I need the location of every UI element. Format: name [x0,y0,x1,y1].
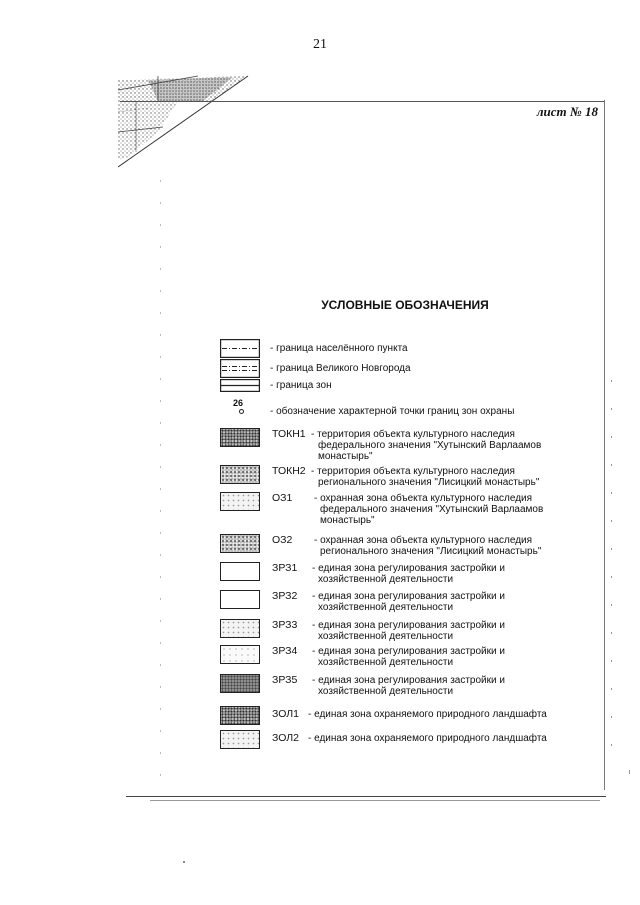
zone-description-line: монастырь" [318,451,373,462]
zrz5-pattern-swatch [220,674,260,693]
map-fragment [118,72,258,172]
zol1-pattern-swatch [220,706,260,725]
frame-right-line [604,100,605,790]
frame-top-line [120,101,605,102]
zone-code: ТОКН1 [272,428,306,440]
zone-description-line: регионального значения "Лисицкий монастырь" [318,477,540,488]
scan-mark [629,770,630,774]
zone-code: ЗРЗ2 [272,590,298,602]
zone-description-line: хозяйственной деятельности [318,686,454,697]
zone-description-line: - территория объекта культурного наследия [311,466,515,477]
point-item-text: - обозначение характерной точки границ зон охраны [270,406,515,417]
frame-bottom-line-inner [150,800,600,801]
zone-code: ТОКН2 [272,465,306,477]
point-marker-icon [239,409,244,414]
zone-description-line: - охранная зона объекта культурного наследия [314,535,533,546]
zone-description-line: - единая зона регулирования застройки и [312,675,505,686]
scan-dots-left [160,180,161,780]
zone-description-line: хозяйственной деятельности [318,574,454,585]
zone-description-line: хозяйственной деятельности [318,631,454,642]
settlement-boundary-symbol [220,339,260,358]
city-boundary-symbol [220,359,260,378]
zrz4-pattern-swatch [220,645,260,664]
zone-boundary-symbol [220,379,260,392]
zone-description-line: - единая зона охраняемого природного ландшафта [308,709,547,720]
zone-description-line: регионального значения "Лисицкий монастырь" [320,546,542,557]
tokn1-pattern-swatch [220,428,260,447]
zone-code: ОЗ2 [272,534,293,546]
zone-description-line: федерального значения "Хутынский Варлаамов [320,504,544,515]
zone-description-line: - единая зона охраняемого природного ландшафта [308,733,547,744]
legend-item-text: - граница населённого пункта [270,343,408,354]
zone-code: ЗРЗ3 [272,619,298,631]
sheet-label: лист № 18 [536,104,598,119]
tokn2-pattern-swatch [220,465,260,484]
zone-description-line: - единая зона регулирования застройки и [312,620,505,631]
zone-description-line: хозяйственной деятельности [318,657,454,668]
zone-description-line: - территория объекта культурного наследия [311,429,515,440]
zone-description-line: - охранная зона объекта культурного наследия [314,493,533,504]
zrz3-pattern-swatch [220,619,260,638]
scan-mark [183,861,185,863]
zone-code: ЗРЗ4 [272,645,298,657]
legend-item-text: - граница Великого Новгорода [270,363,411,374]
zone-code: ЗОЛ2 [272,732,300,744]
frame-bottom-line [126,796,606,797]
zone-description-line: - единая зона регулирования застройки и [312,563,505,574]
zone-code: ОЗ1 [272,492,293,504]
zol2-pattern-swatch [220,730,260,749]
oz2-pattern-swatch [220,534,260,553]
point-number-example: 26 [233,398,244,408]
legend-title: УСЛОВНЫЕ ОБОЗНАЧЕНИЯ [321,298,489,312]
zone-code: ЗРЗ5 [272,674,298,686]
zrz2-pattern-swatch [220,590,260,609]
zone-description-line: монастырь" [320,515,375,526]
zone-description-line: - единая зона регулирования застройки и [312,646,505,657]
scan-dots-right [611,380,612,760]
zone-description-line: хозяйственной деятельности [318,602,454,613]
page-number: 21 [313,37,327,52]
legend-item-text: - граница зон [270,380,332,391]
zrz1-pattern-swatch [220,562,260,581]
zone-code: ЗОЛ1 [272,708,300,720]
zone-code: ЗРЗ1 [272,562,298,574]
oz1-pattern-swatch [220,492,260,511]
zone-description-line: - единая зона регулирования застройки и [312,591,505,602]
zone-description-line: федерального значения "Хутынский Варлаамов [318,440,542,451]
